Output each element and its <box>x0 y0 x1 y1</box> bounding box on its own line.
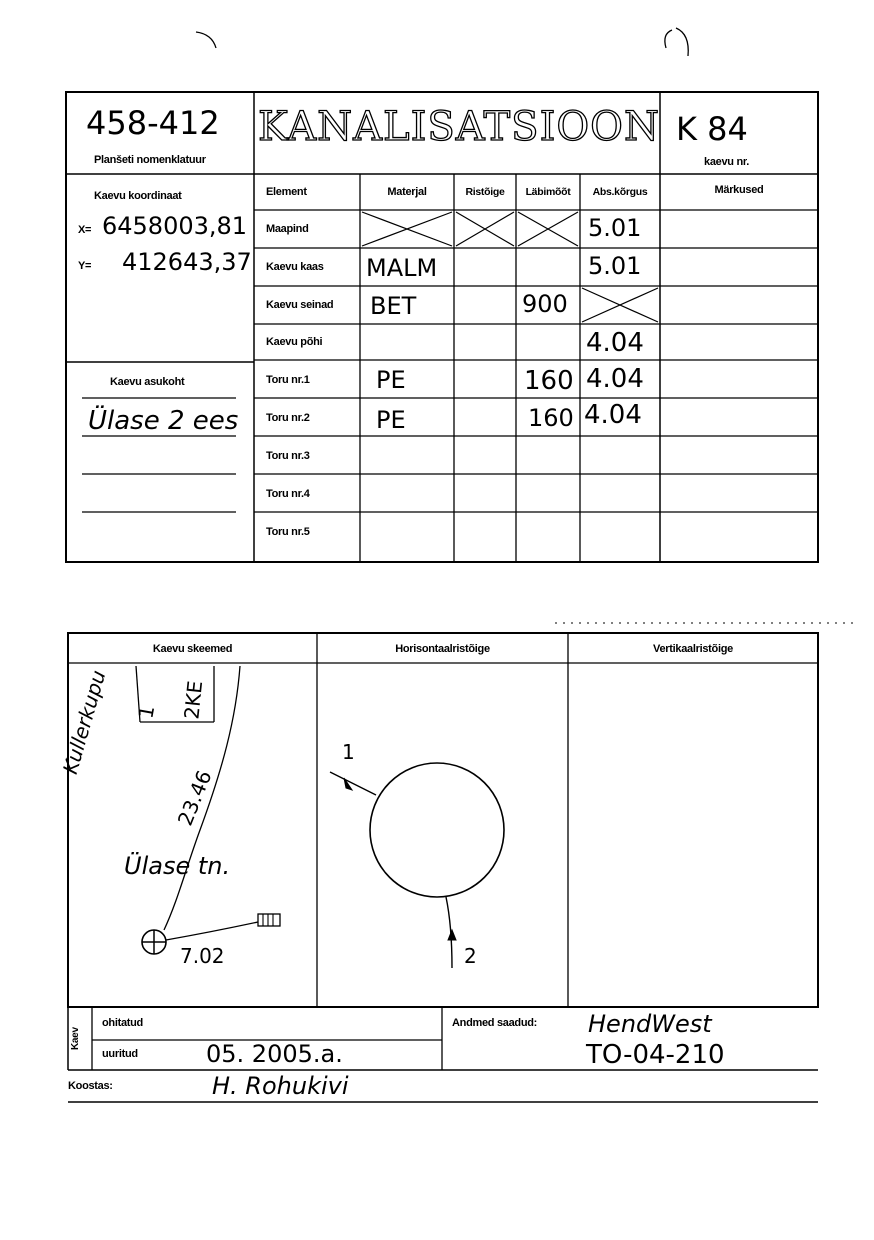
row-label: Kaevu seinad <box>266 299 334 311</box>
compiled-by-label: Koostas: <box>68 1080 113 1092</box>
cell-abs-height: 4.04 <box>584 400 642 430</box>
col-header-abs-height: Abs.kõrgus <box>592 186 648 198</box>
sketch-house-number: 1 <box>133 703 160 721</box>
punch-hole-right <box>665 28 688 56</box>
coordinates-label: Kaevu koordinaat <box>94 190 182 202</box>
location-value: Ülase 2 ees <box>88 406 239 436</box>
row-label: Toru nr.3 <box>266 450 310 462</box>
well-number-label: kaevu nr. <box>704 156 749 168</box>
cell-diameter: 160 <box>524 366 574 396</box>
footer-row2-value: 05. 2005.a. <box>206 1040 343 1068</box>
row-label: Kaevu kaas <box>266 261 324 273</box>
location-label: Kaevu asukoht <box>110 376 185 388</box>
row-label: Kaevu põhi <box>266 336 323 348</box>
sketch-distance-2: 7.02 <box>180 944 225 968</box>
col-header-well-schemes: Kaevu skeemed <box>152 643 233 655</box>
y-coordinate-value: 412643,37 <box>122 248 252 276</box>
sketch-house-label: 2KE <box>179 679 208 721</box>
cell-abs-height: 5.01 <box>588 214 642 242</box>
nomenclature-value: 458-412 <box>86 104 220 142</box>
cell-material: MALM <box>366 254 438 282</box>
x-prefix: X= <box>78 224 92 236</box>
nomenclature-label: Planšeti nomenklatuur <box>94 154 206 166</box>
pipe-1-label: 1 <box>342 740 355 764</box>
col-header-material: Materjal <box>387 186 427 198</box>
cell-abs-height: 4.04 <box>586 328 644 358</box>
footer-side-label: Kaev <box>70 1027 81 1050</box>
cell-abs-height: 5.01 <box>588 252 642 280</box>
col-header-horizontal-section: Horisontaalristõige <box>395 643 490 655</box>
cell-material: PE <box>376 406 406 434</box>
data-source-code: TO-04-210 <box>586 1040 725 1070</box>
col-header-notes: Märkused <box>714 184 764 196</box>
col-header-cross-section: Ristõige <box>465 186 505 198</box>
sketch-street-ulase: Ülase tn. <box>124 852 231 880</box>
col-header-diameter: Läbimõõt <box>525 186 571 198</box>
cell-material: PE <box>376 366 406 394</box>
row-label: Toru nr.2 <box>266 412 310 424</box>
y-prefix: Y= <box>78 260 92 272</box>
pipe-1-line <box>330 772 376 795</box>
compiled-by-value: H. Rohukivi <box>212 1072 349 1100</box>
footer-row2-label: uuritud <box>102 1048 138 1060</box>
row-label: Toru nr.1 <box>266 374 310 386</box>
well-number-value: K 84 <box>676 110 748 148</box>
sketch-distance-1: 23.46 <box>172 766 217 830</box>
pipe-2-label: 2 <box>464 944 477 968</box>
footer-row1-label: ohitatud <box>102 1017 143 1029</box>
x-coordinate-value: 6458003,81 <box>102 212 248 240</box>
row-label: Toru nr.4 <box>266 488 310 500</box>
col-header-element: Element <box>266 186 307 198</box>
row-label: Maapind <box>266 223 309 235</box>
data-source-value: HendWest <box>588 1010 712 1038</box>
cell-abs-height: 4.04 <box>586 364 644 394</box>
punch-hole-left <box>196 32 216 48</box>
cell-diameter: 900 <box>522 290 568 318</box>
form-title: KANALISATSIOON <box>258 104 660 150</box>
cell-material: BET <box>370 292 417 320</box>
col-header-vertical-section: Vertikaalristõige <box>653 643 733 655</box>
cell-diameter: 160 <box>528 404 574 432</box>
data-source-label: Andmed saadud: <box>452 1017 538 1029</box>
well-plan-circle <box>370 763 504 897</box>
sketch-street-kullerkupu: Kullerkupu <box>58 667 111 777</box>
row-label: Toru nr.5 <box>266 526 310 538</box>
